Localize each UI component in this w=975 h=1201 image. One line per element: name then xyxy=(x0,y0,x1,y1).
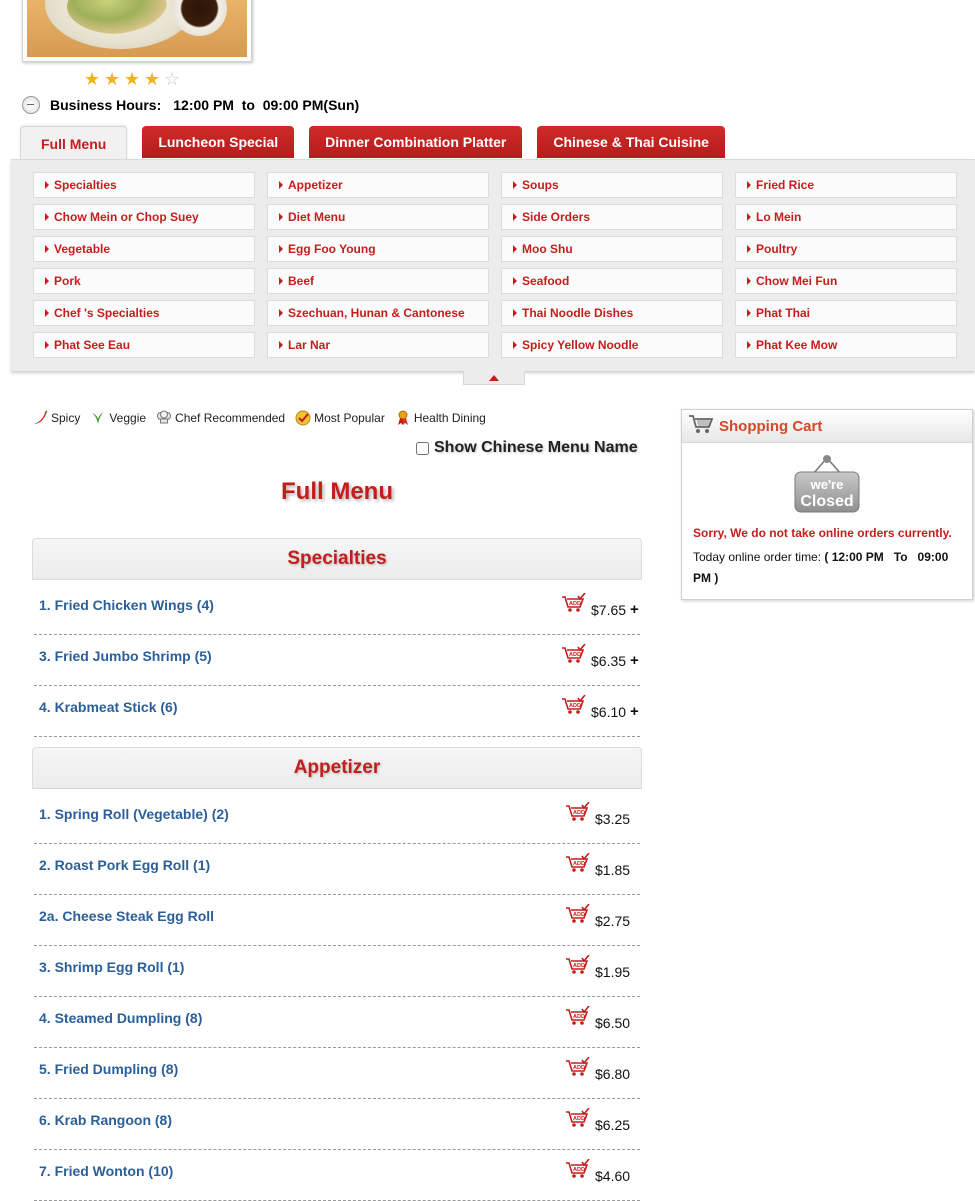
legend xyxy=(32,408,496,428)
cart-order-time-label: Today online order time: xyxy=(693,550,822,564)
caret-right-icon xyxy=(747,181,751,189)
category-label: Moo Shu xyxy=(522,242,573,256)
caret-right-icon xyxy=(279,341,283,349)
menu-item-price: $2.75 xyxy=(595,913,631,929)
caret-right-icon xyxy=(45,309,49,317)
category-link[interactable] xyxy=(33,172,255,198)
options-plus-icon[interactable]: + xyxy=(630,703,639,720)
category-label: Phat Thai xyxy=(756,306,811,320)
legend-spicy-label: Spicy xyxy=(51,411,81,425)
caret-right-icon xyxy=(513,309,517,317)
category-label: Szechuan, Hunan & Cantonese xyxy=(288,306,465,320)
category-link[interactable] xyxy=(501,332,723,358)
category-label: Lo Mein xyxy=(756,210,802,224)
svg-text:ADD: ADD xyxy=(573,1014,585,1020)
menu-item-price: $6.50 xyxy=(595,1015,631,1031)
legend-chef-label: Chef Recommended xyxy=(175,411,286,425)
caret-right-icon xyxy=(279,277,283,285)
caret-right-icon xyxy=(747,309,751,317)
menu-item-name[interactable]: 1. Fried Chicken Wings (4) xyxy=(39,597,214,613)
business-hours xyxy=(22,95,359,115)
category-label: Poultry xyxy=(756,242,798,256)
star-icon: ★ xyxy=(84,69,101,89)
star-icon: ★ xyxy=(124,69,141,89)
section-header: Appetizer xyxy=(32,747,642,789)
menu-item-row xyxy=(34,895,640,946)
menu-item-price: $1.85 xyxy=(595,862,631,878)
svg-text:ADD: ADD xyxy=(569,703,581,709)
closed-badge-line1: we're xyxy=(810,477,844,492)
menu-item-name[interactable]: 2a. Cheese Steak Egg Roll xyxy=(39,908,215,924)
caret-right-icon xyxy=(513,341,517,349)
svg-text:ADD: ADD xyxy=(573,861,585,867)
category-label: Seafood xyxy=(522,274,570,288)
add-to-cart-icon[interactable] xyxy=(565,904,590,924)
add-to-cart-icon[interactable] xyxy=(565,1108,590,1128)
category-link[interactable] xyxy=(735,204,957,230)
category-link[interactable] xyxy=(735,332,957,358)
caret-right-icon xyxy=(45,245,49,253)
caret-right-icon xyxy=(513,213,517,221)
svg-text:ADD: ADD xyxy=(573,1167,585,1173)
category-link[interactable] xyxy=(501,268,723,294)
cart-order-time-value: ( 12:00 PM To 09:00 PM ) xyxy=(693,550,952,585)
category-label: Phat Kee Mow xyxy=(756,338,838,352)
svg-text:ADD: ADD xyxy=(569,652,581,658)
shopping-cart-icon xyxy=(688,414,714,439)
menu-title: Full Menu xyxy=(281,478,393,505)
closed-badge xyxy=(793,454,861,514)
check-badge-icon xyxy=(295,410,311,426)
menu-item-price: $6.10 xyxy=(591,704,627,720)
add-to-cart-icon[interactable] xyxy=(561,644,586,664)
cart-closed-message: Sorry, We do not take online orders currently. xyxy=(693,526,952,540)
menu-item-name[interactable]: 6. Krab Rangoon (8) xyxy=(39,1112,173,1128)
category-label: Vegetable xyxy=(54,242,111,256)
add-to-cart-icon[interactable] xyxy=(565,955,590,975)
category-label: Fried Rice xyxy=(756,178,815,192)
category-label: Diet Menu xyxy=(288,210,346,224)
closed-badge-line2: Closed xyxy=(800,493,854,510)
tab-dinner-combination-platter[interactable]: Dinner Combination Platter xyxy=(309,126,522,158)
legend-popular xyxy=(295,410,385,426)
clock-icon xyxy=(22,96,40,114)
legend-health xyxy=(395,410,486,426)
svg-text:ADD: ADD xyxy=(573,1065,585,1071)
menu-item-row xyxy=(34,844,640,895)
rating-stars xyxy=(84,70,182,88)
caret-right-icon xyxy=(747,213,751,221)
caret-right-icon xyxy=(45,181,49,189)
category-label: Chow Mei Fun xyxy=(756,274,838,288)
category-grid xyxy=(33,172,957,358)
category-link[interactable] xyxy=(33,204,255,230)
menu-item-name[interactable]: 2. Roast Pork Egg Roll (1) xyxy=(39,857,211,873)
caret-right-icon xyxy=(279,181,283,189)
category-link[interactable] xyxy=(735,300,957,326)
tab-luncheon-special[interactable]: Luncheon Special xyxy=(142,126,294,158)
caret-up-icon xyxy=(489,375,499,381)
category-link[interactable] xyxy=(267,236,489,262)
options-plus-icon[interactable]: + xyxy=(630,601,639,618)
add-to-cart-icon[interactable] xyxy=(565,802,590,822)
category-link[interactable] xyxy=(33,268,255,294)
menu-item-row xyxy=(34,997,640,1048)
menu-item-price: $3.25 xyxy=(595,811,631,827)
section-header: Specialties xyxy=(32,538,642,580)
caret-right-icon xyxy=(45,213,49,221)
show-chinese-name-toggle[interactable] xyxy=(416,439,638,457)
caret-right-icon xyxy=(747,245,751,253)
menu-item-name[interactable]: 7. Fried Wonton (10) xyxy=(39,1163,174,1179)
category-link[interactable] xyxy=(33,300,255,326)
category-label: Thai Noodle Dishes xyxy=(522,306,634,320)
chili-pepper-icon xyxy=(32,410,48,426)
menu-item-name[interactable]: 3. Fried Jumbo Shrimp (5) xyxy=(39,648,212,664)
category-label: Pork xyxy=(54,274,81,288)
star-icon: ★ xyxy=(104,69,121,89)
caret-right-icon xyxy=(513,245,517,253)
category-link[interactable] xyxy=(267,332,489,358)
menu-item-row xyxy=(34,1048,640,1099)
menu-item-name[interactable]: 3. Shrimp Egg Roll (1) xyxy=(39,959,185,975)
category-link[interactable] xyxy=(33,236,255,262)
category-label: Appetizer xyxy=(288,178,343,192)
menu-item-row xyxy=(34,946,640,997)
category-link[interactable] xyxy=(501,204,723,230)
add-to-cart-icon[interactable] xyxy=(565,1159,590,1179)
category-link[interactable] xyxy=(267,268,489,294)
add-to-cart-icon[interactable] xyxy=(561,593,586,613)
add-to-cart-icon[interactable] xyxy=(561,695,586,715)
menu-item-row xyxy=(34,584,640,635)
shopping-cart-header xyxy=(682,410,972,443)
legend-veggie xyxy=(90,410,146,426)
category-label: Spicy Yellow Noodle xyxy=(522,338,639,352)
category-label: Chef 's Specialties xyxy=(54,306,160,320)
menu-item-row xyxy=(34,686,640,737)
category-link[interactable] xyxy=(735,236,957,262)
category-link[interactable] xyxy=(501,172,723,198)
tab-full-menu[interactable]: Full Menu xyxy=(20,126,127,160)
menu-item-name[interactable]: 4. Krabmeat Stick (6) xyxy=(39,699,178,715)
caret-right-icon xyxy=(45,277,49,285)
category-label: Beef xyxy=(288,274,315,288)
category-label: Side Orders xyxy=(522,210,591,224)
caret-right-icon xyxy=(747,277,751,285)
veggie-leaf-icon xyxy=(90,410,106,426)
legend-health-label: Health Dining xyxy=(413,411,486,425)
svg-text:ADD: ADD xyxy=(573,1116,585,1122)
options-plus-icon[interactable]: + xyxy=(630,652,639,669)
caret-right-icon xyxy=(279,213,283,221)
star-empty-icon: ☆ xyxy=(164,69,181,89)
menu-item-row xyxy=(34,635,640,686)
menu-item-price: $6.25 xyxy=(595,1117,631,1133)
food-image xyxy=(27,0,247,57)
show-chinese-name-checkbox[interactable] xyxy=(416,442,429,455)
menu-item-price: $6.80 xyxy=(595,1066,631,1082)
menu-item-row xyxy=(34,793,640,844)
caret-right-icon xyxy=(513,277,517,285)
collapse-categories-button[interactable] xyxy=(463,371,525,385)
cart-order-time xyxy=(693,547,963,589)
menu-item-price: $7.65 xyxy=(591,602,627,618)
category-link[interactable] xyxy=(501,300,723,326)
category-label: Phat See Eau xyxy=(54,338,131,352)
business-hours-value: 12:00 PM to 09:00 PM(Sun) xyxy=(173,97,360,113)
category-link[interactable] xyxy=(267,300,489,326)
caret-right-icon xyxy=(279,245,283,253)
menu-item-price: $1.95 xyxy=(595,964,631,980)
menu-item-price: $6.35 xyxy=(591,653,627,669)
business-hours-label: Business Hours: xyxy=(50,97,162,113)
add-to-cart-icon[interactable] xyxy=(565,1057,590,1077)
svg-text:ADD: ADD xyxy=(569,601,581,607)
caret-right-icon xyxy=(45,341,49,349)
star-icon: ★ xyxy=(144,69,161,89)
legend-popular-label: Most Popular xyxy=(314,411,385,425)
category-label: Chow Mein or Chop Suey xyxy=(54,210,199,224)
menu-item-price: $4.60 xyxy=(595,1168,631,1184)
category-link[interactable] xyxy=(267,204,489,230)
category-link[interactable] xyxy=(501,236,723,262)
caret-right-icon xyxy=(747,341,751,349)
category-label: Specialties xyxy=(54,178,117,192)
tab-chinese-thai-cuisine[interactable]: Chinese & Thai Cuisine xyxy=(537,126,725,158)
menu-item-row xyxy=(34,1099,640,1150)
ribbon-icon xyxy=(395,410,411,426)
category-label: Soups xyxy=(522,178,559,192)
menu-tabs xyxy=(20,126,740,160)
legend-veggie-label: Veggie xyxy=(109,411,147,425)
shopping-cart xyxy=(681,409,973,600)
add-to-cart-icon[interactable] xyxy=(565,853,590,873)
category-panel xyxy=(11,159,975,371)
show-chinese-name-label: Show Chinese Menu Name xyxy=(434,439,638,456)
caret-right-icon xyxy=(513,181,517,189)
menu-item-name[interactable]: 4. Steamed Dumpling (8) xyxy=(39,1010,203,1026)
svg-text:ADD: ADD xyxy=(573,912,585,918)
category-link[interactable] xyxy=(33,332,255,358)
restaurant-photo xyxy=(22,0,252,62)
menu-item-name[interactable]: 1. Spring Roll (Vegetable) (2) xyxy=(39,806,229,822)
category-label: Egg Foo Young xyxy=(288,242,376,256)
category-label: Lar Nar xyxy=(288,338,331,352)
legend-chef xyxy=(156,410,285,426)
svg-text:ADD: ADD xyxy=(573,810,585,816)
svg-text:ADD: ADD xyxy=(573,963,585,969)
caret-right-icon xyxy=(279,309,283,317)
category-link[interactable] xyxy=(267,172,489,198)
chef-hat-icon xyxy=(156,410,172,426)
category-link[interactable] xyxy=(735,172,957,198)
legend-spicy xyxy=(32,410,80,426)
shopping-cart-title: Shopping Cart xyxy=(719,417,823,435)
menu-item-name[interactable]: 5. Fried Dumpling (8) xyxy=(39,1061,179,1077)
add-to-cart-icon[interactable] xyxy=(565,1006,590,1026)
category-link[interactable] xyxy=(735,268,957,294)
menu-item-row xyxy=(34,1150,640,1201)
